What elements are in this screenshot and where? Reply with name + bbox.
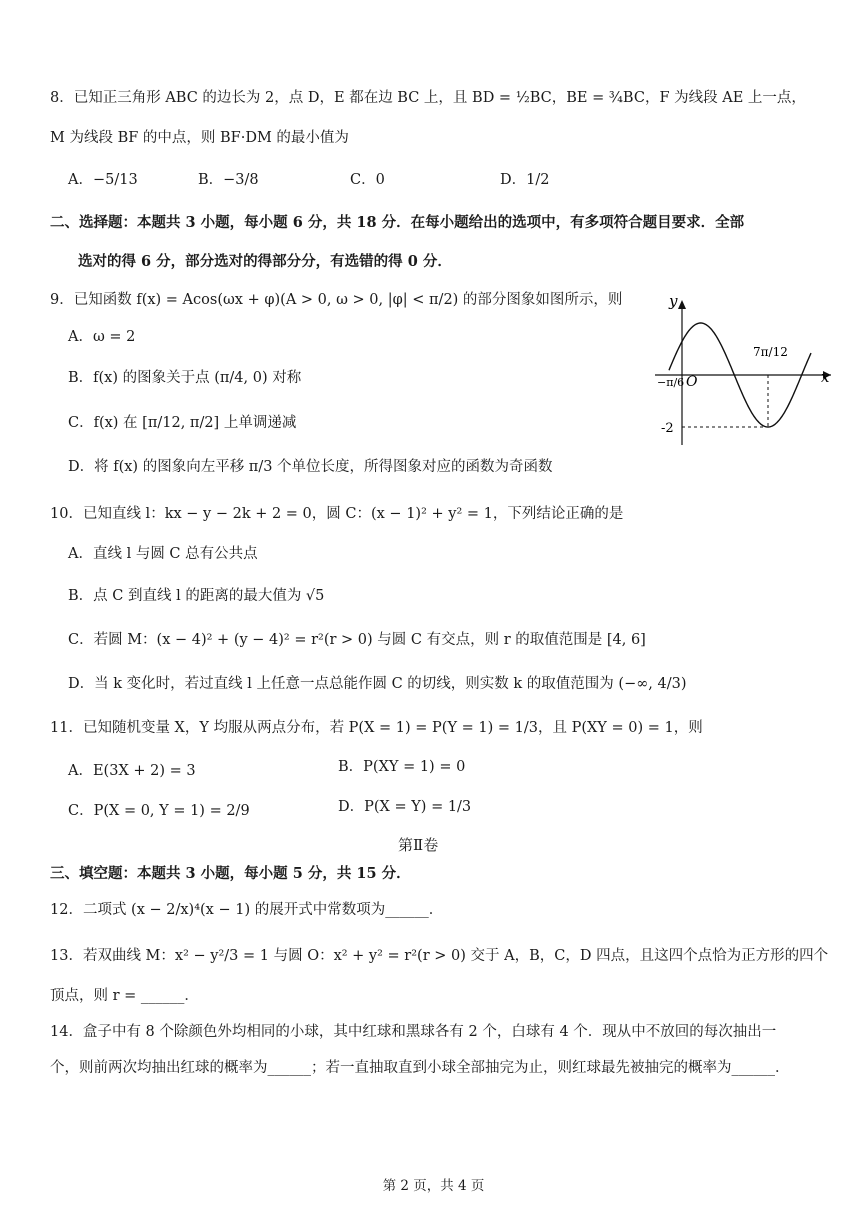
q9-cosine-graph <box>655 290 845 450</box>
y-axis-label: y <box>669 292 678 310</box>
q8-stem-line2: M 为线段 BF 的中点，则 BF·DM 的最小值为 <box>50 130 349 146</box>
q10-option-c: C．若圆 M：(x − 4)² + (y − 4)² = r²(r > 0) 与圆 C 有交点，则 r 的取值范围是 [4, 6] <box>68 632 646 648</box>
q11-option-b: B．P(XY = 1) = 0 <box>338 759 466 775</box>
q11-option-d: D．P(X = Y) = 1/3 <box>338 799 472 815</box>
page-footer: 第 2 页，共 4 页 <box>382 1178 485 1194</box>
q10-option-a: A．直线 l 与圆 C 总有公共点 <box>68 546 258 562</box>
q14-line2: 个，则前两次均抽出红球的概率为______；若一直抽取直到小球全部抽完为止，则红球最先被抽完的概率为______． <box>50 1060 790 1076</box>
q8-stem-line1: 8．已知正三角形 ABC 的边长为 2，点 D，E 都在边 BC 上，且 BD = ½BC，BE = ¾BC，F 为线段 AE 上一点， <box>50 90 806 106</box>
q8-option-a: A．−5/13 <box>68 172 138 188</box>
q8-option-c: C．0 <box>350 172 385 188</box>
q9-option-c: C．f(x) 在 [π/12, π/2] 上单调递减 <box>68 415 297 431</box>
q11-stem: 11．已知随机变量 X，Y 均服从两点分布，若 P(X = 1) = P(Y = 1) = 1/3，且 P(XY = 0) = 1，则 <box>50 720 703 736</box>
q9-stem: 9．已知函数 f(x) = Acos(ωx + φ)(A > 0, ω > 0, |φ| < π/2) 的部分图象如图所示，则 <box>50 292 623 308</box>
y-min-label: -2 <box>661 421 674 436</box>
q13-line1: 13．若双曲线 M：x² − y²/3 = 1 与圆 O：x² + y² = r²(r > 0) 交于 A，B，C，D 四点，且这四个点恰为正方形的四个 <box>50 948 829 964</box>
x-axis-label: x <box>821 368 830 386</box>
q10-option-d: D．当 k 变化时，若过直线 l 上任意一点总能作圆 C 的切线，则实数 k 的取值范围为 (−∞, 4/3) <box>68 676 687 692</box>
q12-stem: 12．二项式 (x − 2/x)⁴(x − 1) 的展开式中常数项为______． <box>50 902 444 918</box>
part2-title: 第Ⅱ卷 <box>398 836 439 854</box>
y-axis-arrow <box>678 300 686 309</box>
q8-option-d: D．1/2 <box>500 172 550 188</box>
q9-option-b: B．f(x) 的图象关于点 (π/4, 0) 对称 <box>68 370 302 386</box>
q13-line2: 顶点，则 r = ______． <box>50 988 199 1004</box>
q11-option-c: C．P(X = 0, Y = 1) = 2/9 <box>68 803 250 819</box>
section3-heading: 三、填空题：本题共 3 小题，每小题 5 分，共 15 分． <box>50 865 411 882</box>
x-right-label: 7π/12 <box>753 345 788 359</box>
q8-option-b: B．−3/8 <box>198 172 259 188</box>
q10-stem: 10．已知直线 l：kx − y − 2k + 2 = 0，圆 C：(x − 1)² + y² = 1，下列结论正确的是 <box>50 506 624 522</box>
q14-line1: 14．盒子中有 8 个除颜色外均相同的小球，其中红球和黑球各有 2 个，白球有 4 个．现从中不放回的每次抽出一 <box>50 1024 777 1040</box>
x-left-label: −π/6 <box>657 376 685 389</box>
q9-option-a: A．ω = 2 <box>68 329 136 345</box>
q10-option-b: B．点 C 到直线 l 的距离的最大值为 √5 <box>68 588 325 604</box>
section2-heading-line2: 选对的得 6 分，部分选对的得部分分，有选错的得 0 分． <box>78 253 452 270</box>
q11-option-a: A．E(3X + 2) = 3 <box>68 763 196 779</box>
q9-option-d: D．将 f(x) 的图象向左平移 π/3 个单位长度，所得图象对应的函数为奇函数 <box>68 459 553 475</box>
origin-label: O <box>686 374 698 390</box>
section2-heading-line1: 二、选择题：本题共 3 小题，每小题 6 分，共 18 分．在每小题给出的选项中，有多项符合题目要求．全部 <box>50 214 745 231</box>
